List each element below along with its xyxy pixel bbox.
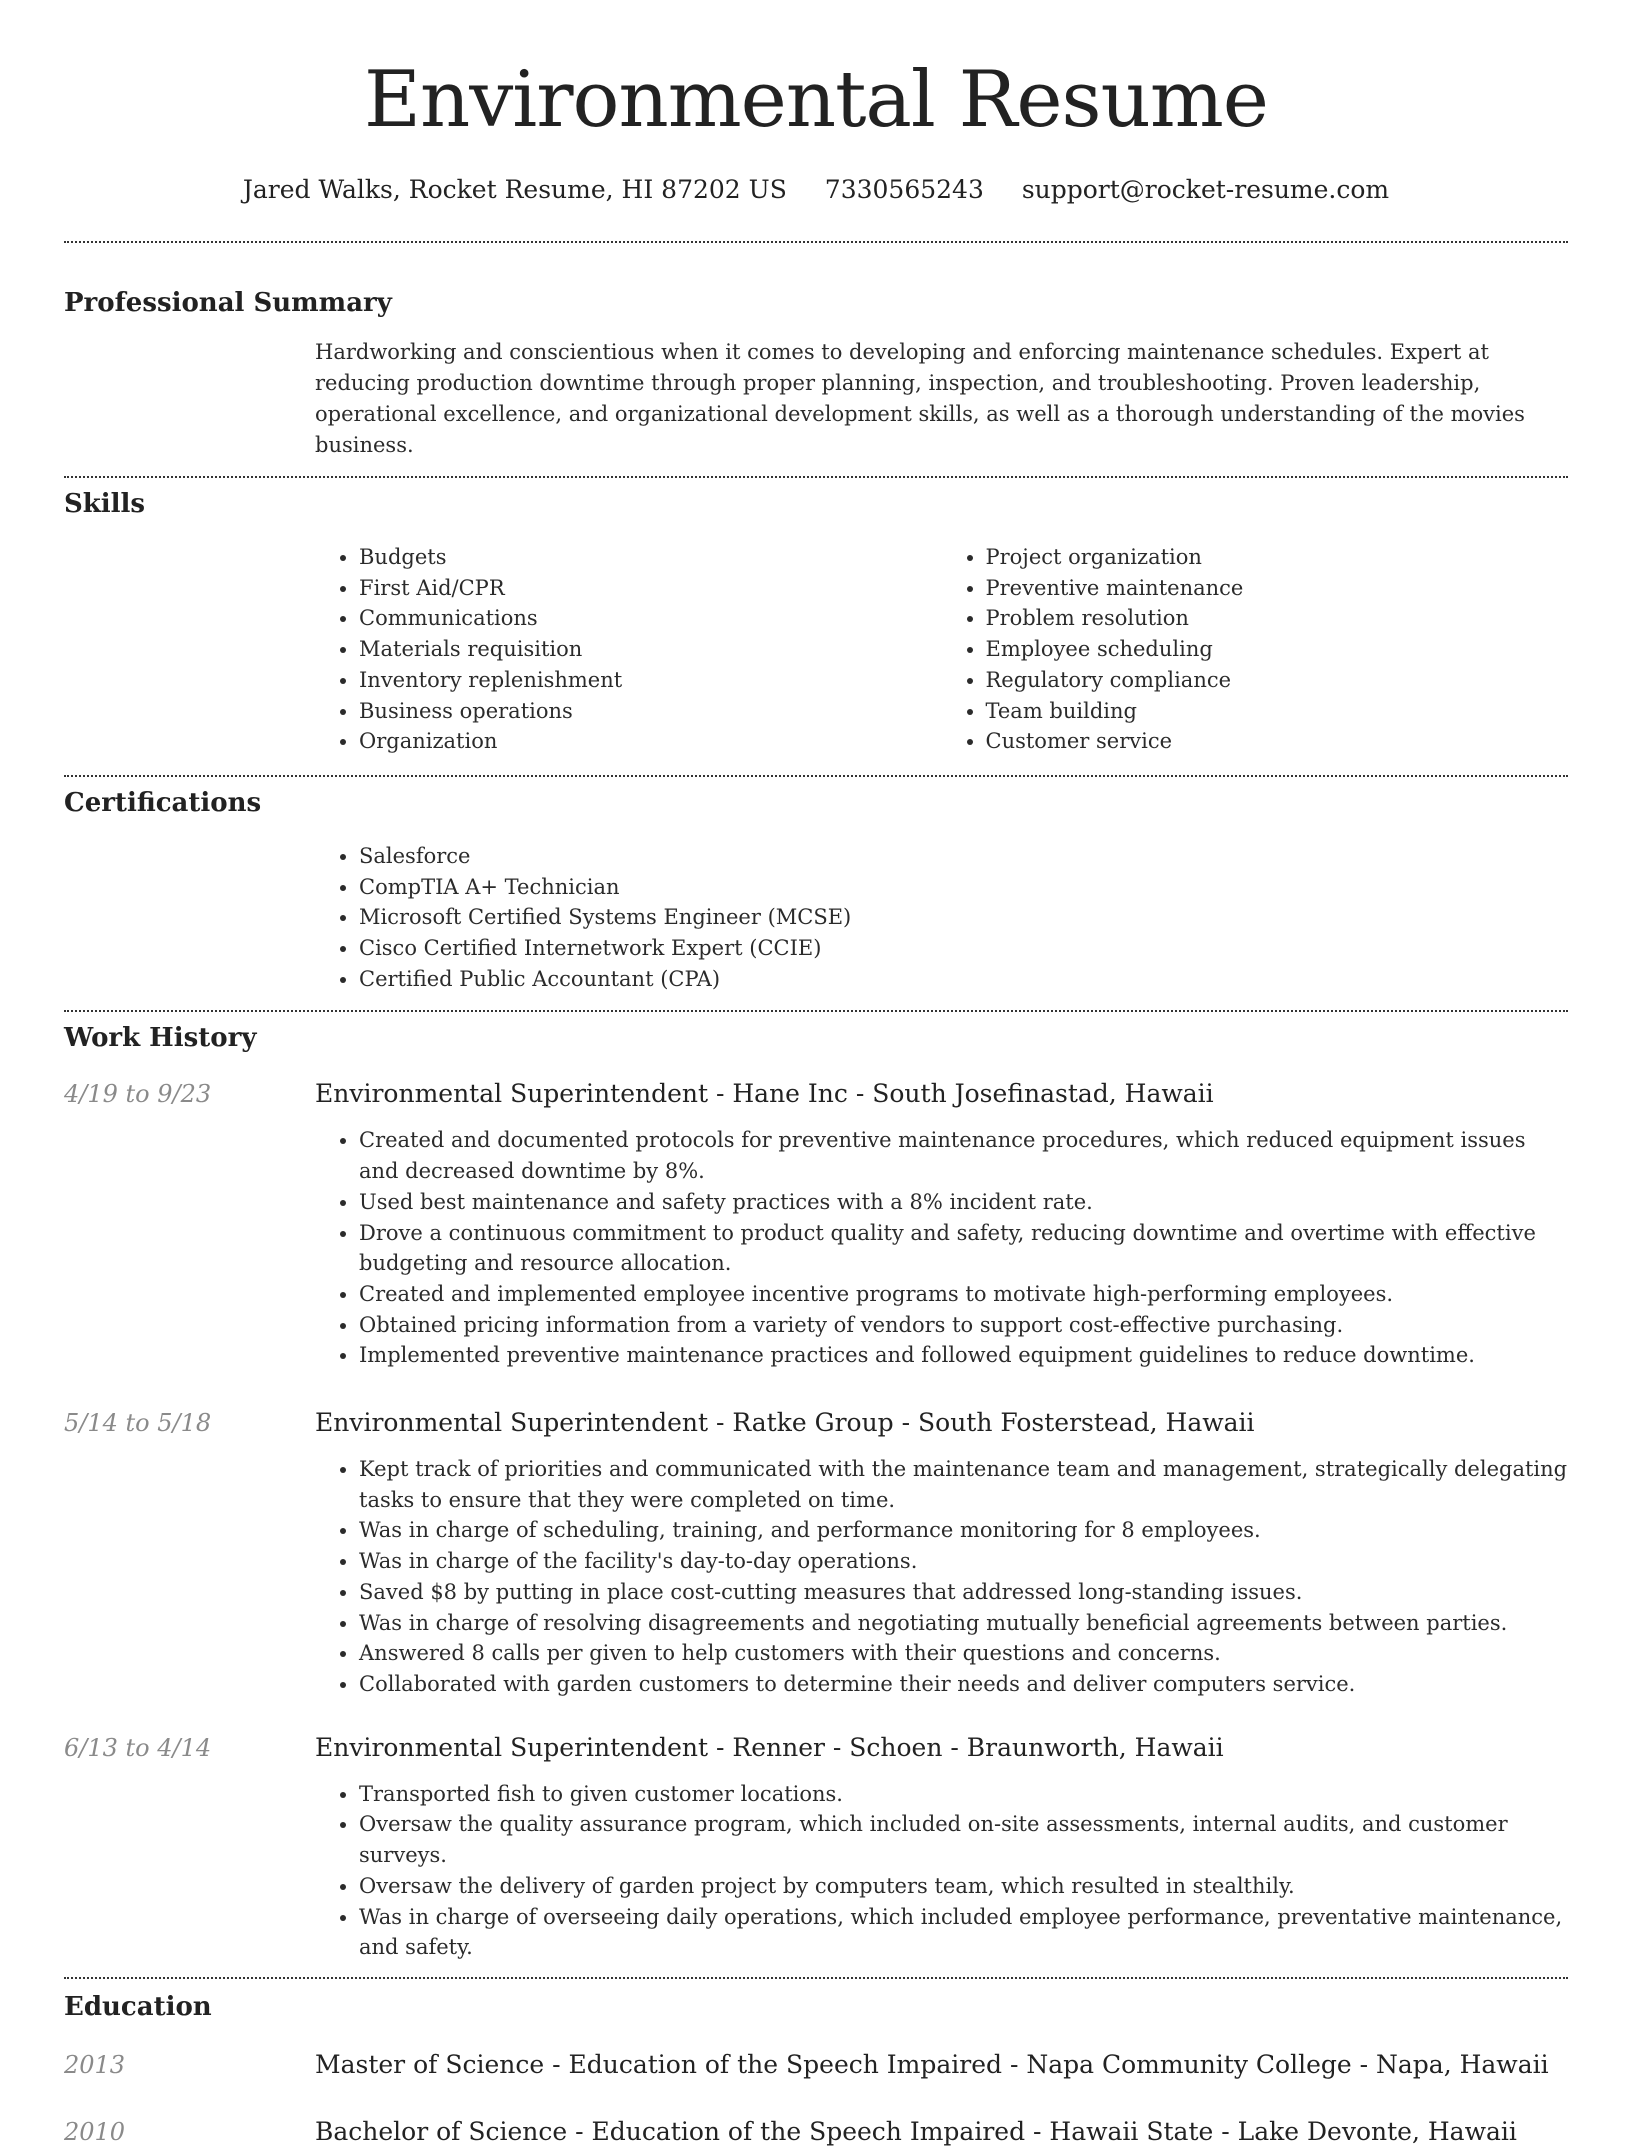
divider [64, 1010, 1568, 1012]
skills-column-right [942, 542, 1569, 757]
job-date: 5/14 to 5/18 [64, 1409, 212, 1438]
education-entry [64, 2049, 1568, 2081]
section-skills [64, 488, 1568, 757]
certifications-list [315, 841, 1568, 995]
list-item: • Preventive maintenance [986, 573, 1569, 604]
job-entry [64, 1078, 1568, 1371]
list-item: • Was in charge of overseeing daily operations, which included employee performance, preventative maintenance, and safety. [359, 1902, 1568, 1963]
list-item: • Was in charge of resolving disagreements and negotiating mutually beneficial agreements between parties. [359, 1608, 1568, 1639]
certifications-items [315, 841, 1568, 995]
list-item: • Created and documented protocols for preventive maintenance procedures, which reduced equipment issues and decreased downtime by 8%. [359, 1125, 1568, 1186]
page-title: Environmental Resume [364, 55, 1268, 145]
list-item: • Implemented preventive maintenance practices and followed equipment guidelines to reduce downtime. [359, 1340, 1568, 1371]
list-item: • First Aid/CPR [359, 573, 942, 604]
list-item: • Was in charge of the facility's day-to-day operations. [359, 1546, 1568, 1577]
list-item: • Regulatory compliance [986, 665, 1569, 696]
list-item: • Inventory replenishment [359, 665, 942, 696]
list-item: • Communications [359, 603, 942, 634]
job-title: Environmental Superintendent - Hane Inc - South Josefinastad, Hawaii [315, 1079, 1214, 1109]
list-item: • CompTIA A+ Technician [359, 872, 1568, 903]
contact-line [64, 174, 1568, 206]
list-item: • Organization [359, 726, 942, 757]
divider [64, 241, 1568, 243]
job-bullets [315, 1454, 1568, 1700]
work-history-list [64, 1078, 1568, 1962]
summary-text: Hardworking and conscientious when it comes to developing and enforcing maintenance schedules. Expert at reducing production downtime through proper planning, inspection, and troubleshooting. Proven leadership, operational excellence, and organizational development skills, as well as a thorough understanding of the movies business. [315, 340, 1525, 457]
list-item: • Team building [986, 696, 1569, 727]
divider [64, 1977, 1568, 1979]
list-item: • Business operations [359, 696, 942, 727]
divider [64, 775, 1568, 777]
list-item: • Oversaw the quality assurance program, which included on-site assessments, internal audits, and customer surveys. [359, 1809, 1568, 1870]
contact-address: Jared Walks, Rocket Resume, HI 87202 US [242, 175, 787, 204]
contact-phone: 7330565243 [824, 175, 984, 204]
list-item: • Budgets [359, 542, 942, 573]
contact-email: support@rocket-resume.com [1021, 175, 1390, 204]
job-date: 4/19 to 9/23 [64, 1080, 212, 1109]
section-heading: Work History [64, 1023, 257, 1054]
job-title: Environmental Superintendent - Renner - Schoen - Braunworth, Hawaii [315, 1732, 1224, 1762]
job-entry [64, 1407, 1568, 1700]
job-entry [64, 1732, 1568, 1963]
list-item: • Drove a continuous commitment to product quality and safety, reducing downtime and overtime with effective budgeting and resource allocation. [359, 1218, 1568, 1279]
list-item: • Obtained pricing information from a variety of vendors to support cost-effective purchasing. [359, 1310, 1568, 1341]
list-item: • Problem resolution [986, 603, 1569, 634]
education-list [64, 2049, 1568, 2148]
list-item: • Created and implemented employee incentive programs to motivate high-performing employees. [359, 1279, 1568, 1310]
skills-column-left [315, 542, 942, 757]
section-work-history [64, 1022, 1568, 1962]
section-summary [64, 287, 1568, 461]
education-title: Bachelor of Science - Education of the Speech Impaired - Hawaii State - Lake Devonte, Hawaii [315, 2116, 1517, 2146]
list-item: • Used best maintenance and safety practices with a 8% incident rate. [359, 1187, 1568, 1218]
skills-list [315, 542, 1568, 757]
education-date: 2010 [64, 2117, 126, 2146]
education-date: 2013 [64, 2050, 126, 2079]
job-date: 6/13 to 4/14 [64, 1733, 212, 1762]
resume-page [64, 0, 1568, 2148]
job-bullets [315, 1125, 1568, 1371]
list-item: • Answered 8 calls per given to help customers with their questions and concerns. [359, 1638, 1568, 1669]
section-heading: Professional Summary [64, 288, 392, 318]
job-bullets [315, 1779, 1568, 1963]
list-item: • Cisco Certified Internetwork Expert (CCIE) [359, 933, 1568, 964]
section-heading: Education [64, 1991, 212, 2022]
list-item: • Salesforce [359, 841, 1568, 872]
education-entry [64, 2116, 1568, 2148]
list-item: • Kept track of priorities and communicated with the maintenance team and management, strategically delegating tasks to ensure that they were completed on time. [359, 1454, 1568, 1515]
list-item: • Microsoft Certified Systems Engineer (MCSE) [359, 902, 1568, 933]
section-certifications [64, 787, 1568, 995]
divider [64, 476, 1568, 478]
list-item: • Certified Public Accountant (CPA) [359, 964, 1568, 995]
list-item: • Transported fish to given customer locations. [359, 1779, 1568, 1810]
education-title: Master of Science - Education of the Speech Impaired - Napa Community College - Napa, Hawaii [315, 2049, 1549, 2079]
list-item: • Materials requisition [359, 634, 942, 665]
list-item: • Saved $8 by putting in place cost-cutting measures that addressed long-standing issues. [359, 1577, 1568, 1608]
job-title: Environmental Superintendent - Ratke Group - South Fosterstead, Hawaii [315, 1408, 1255, 1438]
section-heading: Certifications [64, 787, 262, 818]
list-item: • Oversaw the delivery of garden project by computers team, which resulted in stealthily. [359, 1871, 1568, 1902]
list-item: • Collaborated with garden customers to determine their needs and deliver computers service. [359, 1669, 1568, 1700]
list-item: • Employee scheduling [986, 634, 1569, 665]
section-education [64, 1991, 1568, 2148]
list-item: • Was in charge of scheduling, training, and performance monitoring for 8 employees. [359, 1515, 1568, 1546]
list-item: • Customer service [986, 726, 1569, 757]
section-heading: Skills [64, 489, 146, 519]
list-item: • Project organization [986, 542, 1569, 573]
